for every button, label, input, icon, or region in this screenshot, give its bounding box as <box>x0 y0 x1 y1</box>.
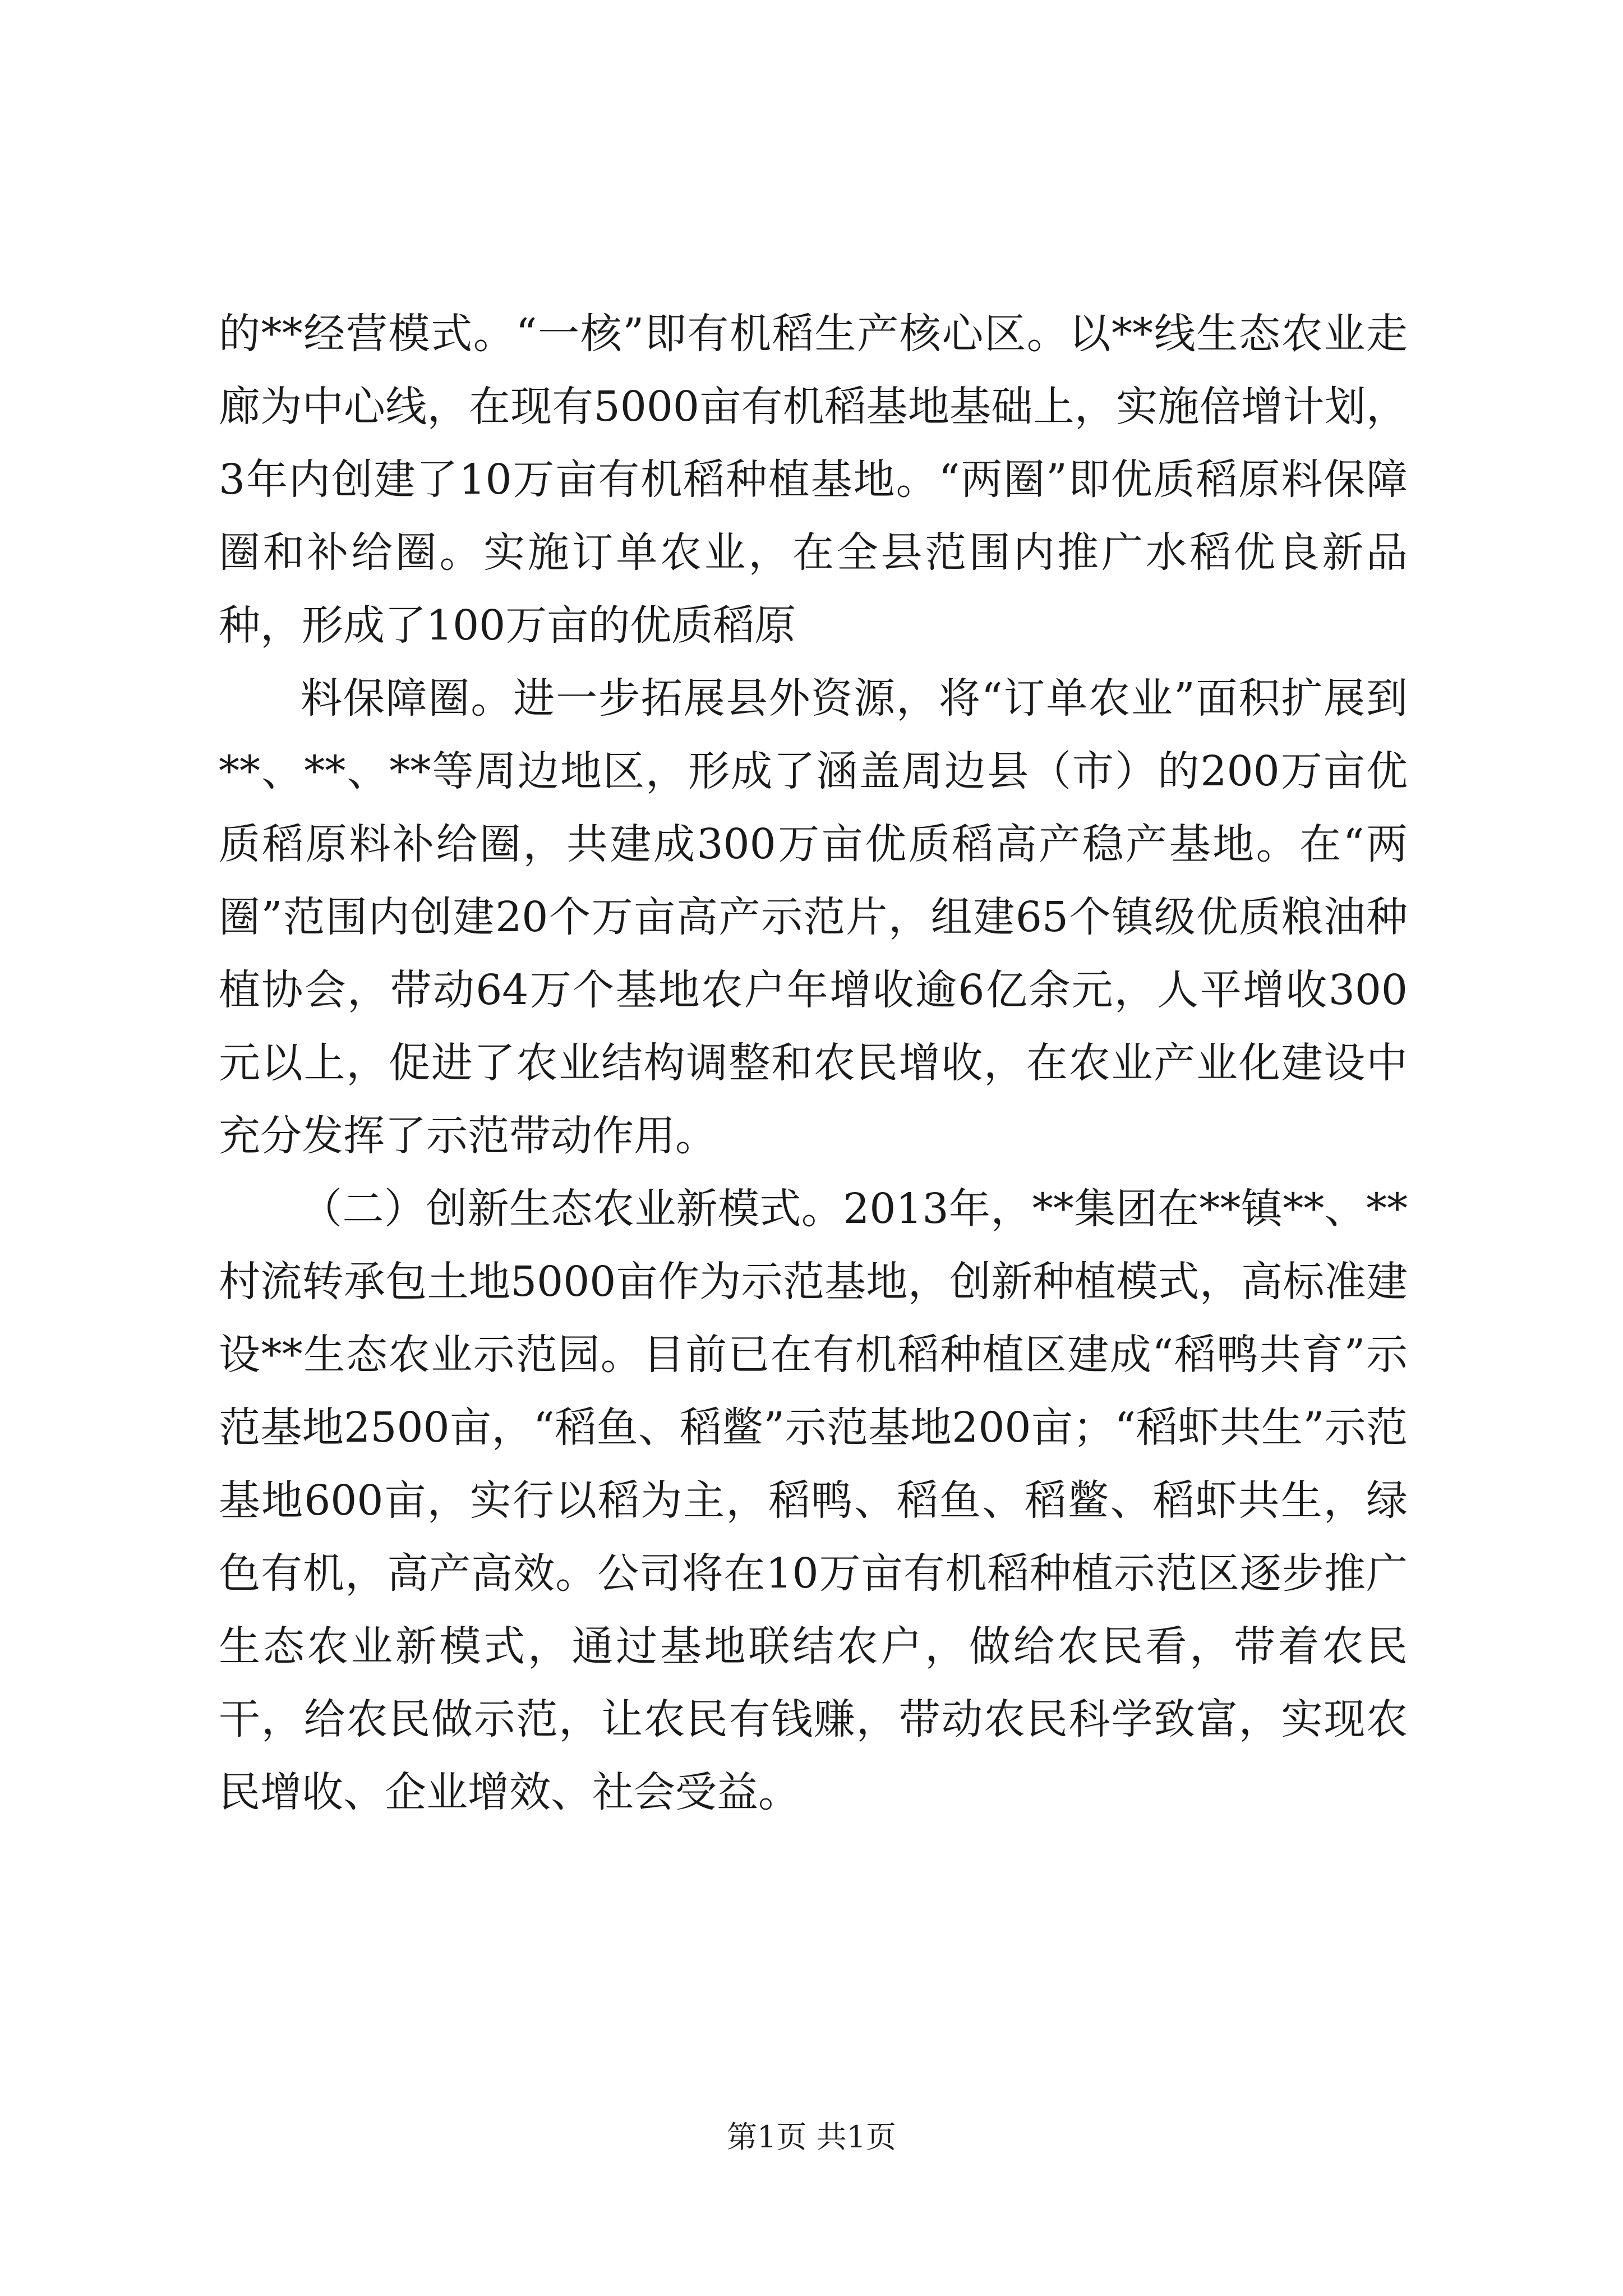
page-footer: 第1页 共1页 <box>727 2119 896 2155</box>
document-body <box>219 297 1408 1829</box>
paragraph-ecological-model: （二）创新生态农业新模式。2013年，**集团在**镇**、**村流转承包土地5000亩作为示范基地，创新种植模式，高标准建设**生态农业示范园。目前已在有机稻种植区建成“稻鸭共育”示范基地2500亩，“稻鱼、稻鳖”示范基地200亩；“稻虾共生”示范基地600亩，实行以稻为主，稻鸭、稻鱼、稻鳖、稻虾共生，绿色有机，高产高效。公司将在10万亩有机稻种植示范区逐步推广生态农业新模式，通过基地联结农户，做给农民看，带着农民干，给农民做示范，让农民有钱赚，带动农民科学致富，实现农民增收、企业增效、社会受益。 <box>219 1185 1408 1816</box>
paragraph-continuation: 的**经营模式。“一核”即有机稻生产核心区。以**线生态农业走廊为中心线，在现有5000亩有机稻基地基础上，实施倍增计划，3年内创建了10万亩有机稻种植基地。“两圈”即优质稻原料保障圈和补给圈。实施订单农业，在全县范围内推广水稻优良新品种，形成了100万亩的优质稻原 <box>219 310 1408 650</box>
paragraph-raw-material: 料保障圈。进一步拓展县外资源，将“订单农业”面积扩展到**、**、**等周边地区，形成了涵盖周边县（市）的200万亩优质稻原料补给圈，共建成300万亩优质稻高产稳产基地。在“两圈”范围内创建20个万亩高产示范片，组建65个镇级优质粮油种植协会，带动64万个基地农户年增收逾6亿余元，人平增收300元以上，促进了农业结构调整和农民增收，在农业产业化建设中充分发挥了示范带动作用。 <box>219 674 1408 1160</box>
